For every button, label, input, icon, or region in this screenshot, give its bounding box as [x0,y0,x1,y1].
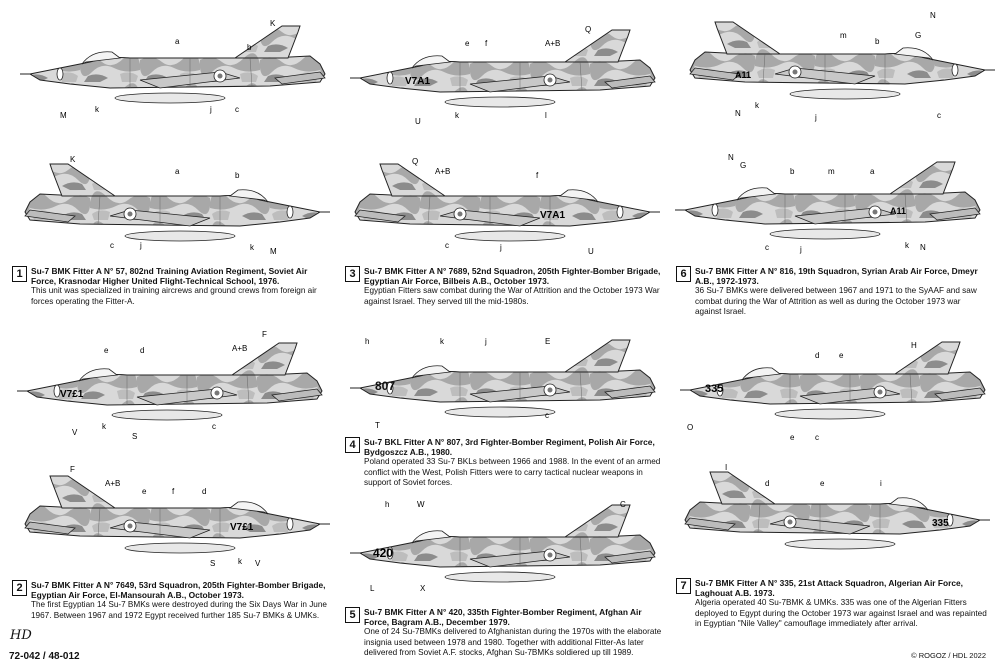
svg-text:d: d [815,351,820,360]
svg-text:j: j [485,337,487,346]
svg-text:k: k [905,241,909,250]
svg-text:b: b [235,171,240,180]
svg-text:k: k [440,337,444,346]
svg-text:c: c [765,243,769,252]
svg-text:V7A1: V7A1 [405,76,431,87]
svg-text:h: h [365,337,370,346]
svg-text:O: O [687,423,694,432]
caption-1 [12,266,330,307]
caption-3 [345,266,663,307]
svg-text:h: h [385,500,390,509]
svg-text:c: c [937,111,941,120]
svg-text:j: j [210,105,212,114]
caption-2 [12,580,330,621]
svg-text:c: c [545,411,549,420]
svg-text:V7A1: V7A1 [540,210,566,221]
svg-text:i: i [880,479,882,488]
svg-text:A11: A11 [890,206,907,216]
caption-body: The first Egyptian 14 Su-7 BMKs were destroyed during the Six Days War in June 1967. Between 1967 and 1972 Egypt received further 185 Su-7 BMKs & UMKs. [31,600,327,620]
caption-7 [676,578,988,629]
svg-text:N: N [728,153,734,162]
svg-text:H: H [911,341,917,350]
caption-5 [345,607,663,658]
svg-text:e: e [839,351,844,360]
svg-text:j: j [500,243,502,252]
svg-text:T: T [375,421,380,430]
caption-number: 1 [12,266,27,282]
svg-text:m: m [840,31,847,40]
aircraft-profile-1-right [10,152,330,262]
svg-text:G: G [740,161,747,170]
caption-body: 36 Su-7 BMKs were delivered between 1967 and 1971 to the SyAAF and saw combat during the War of Attrition as well as during the October 1973 war against Israel. [695,286,977,316]
aircraft-profile-5-left [345,495,665,595]
aircraft-profile-2-left [12,325,332,440]
aircraft-profile-4-left [345,328,665,433]
svg-text:U: U [588,247,594,256]
svg-text:a: a [175,167,180,176]
svg-text:j: j [140,241,142,250]
svg-text:k: k [250,243,254,252]
svg-text:E: E [545,337,551,346]
caption-heading: Su-7 BKL Fitter A N° 807, 3rd Fighter-Bomber Regiment, Polish Air Force, Bydgoszcz A.B., 1980. [364,437,655,458]
caption-heading: Su-7 BMK Fitter A N° 7689, 52nd Squadron, 205th Fighter-Bomber Brigade, Egyptian Air Force, Bilbeis A.B., October 1973. [364,266,661,287]
svg-text:j: j [815,113,817,122]
svg-text:m: m [828,167,835,176]
caption-number: 5 [345,607,360,623]
aircraft-profile-3-left [345,18,665,128]
svg-text:V7£1: V7£1 [230,522,254,533]
aircraft-profile-7-left [675,330,995,445]
svg-text:A+B: A+B [232,344,248,353]
aircraft-profile-1-left [15,12,335,122]
sheet-code: 72-042 / 48-012 [9,651,80,662]
svg-text:420: 420 [373,546,394,560]
svg-text:335: 335 [705,383,724,395]
svg-text:S: S [132,432,138,440]
svg-text:335: 335 [932,518,949,529]
aircraft-profile-3-right [340,152,660,262]
caption-body: Poland operated 33 Su-7 BKLs between 1966 and 1988. In the event of an armed conflict with the West, Polish Fitters were to carry tactical nuclear weapons in support of Soviet forces. [364,457,661,487]
svg-text:L: L [370,584,375,593]
svg-text:e: e [790,433,795,442]
svg-text:b: b [875,37,880,46]
caption-number: 2 [12,580,27,596]
caption-body: Algeria operated 40 Su-7BMK & UMKs. 335 was one of the Algerian Fitters deployed to Egypt during the October 1973 war against Israel and was repainted in Egyptian "Nile Valley" camouflage immediately after arrival. [695,598,987,628]
svg-text:V: V [255,559,261,568]
svg-text:c: c [110,241,114,250]
caption-body: Egyptian Fitters saw combat during the War of Attrition and the October 1973 War against Israel. They served till the mid-1980s. [364,286,660,306]
caption-number: 3 [345,266,360,282]
svg-text:l: l [545,111,547,120]
svg-text:Q: Q [585,25,592,34]
publisher-logo: HD [10,628,32,643]
svg-text:A11: A11 [735,70,752,80]
svg-text:d: d [765,479,770,488]
svg-text:e: e [142,487,147,496]
caption-body: This unit was specialized in training aircrews and ground crews from foreign air forces operating the Fitter-A. [31,286,317,306]
svg-text:V: V [72,428,78,437]
svg-text:j: j [800,245,802,254]
svg-text:807: 807 [375,379,396,393]
svg-text:k: k [455,111,459,120]
svg-text:d: d [140,346,145,355]
copyright-text: © ROGOZ / HDL 2022 [911,651,986,660]
svg-text:c: c [235,105,239,114]
svg-text:U: U [415,117,421,126]
caption-heading: Su-7 BMK Fitter A N° 420, 335th Fighter-Bomber Regiment, Afghan Air Force, Bagram A.B., December 1979. [364,607,642,628]
svg-text:C: C [620,500,626,509]
svg-text:c: c [445,241,449,250]
svg-text:c: c [815,433,819,442]
svg-text:M: M [270,247,277,256]
svg-text:b: b [790,167,795,176]
svg-text:b: b [247,43,252,52]
aircraft-profile-6-left [675,8,995,128]
svg-text:A+B: A+B [105,479,121,488]
svg-text:F: F [70,465,75,474]
svg-text:G: G [915,31,922,40]
svg-text:M: M [60,111,67,120]
svg-text:a: a [175,37,180,46]
aircraft-profile-2-right [10,460,330,575]
caption-number: 7 [676,578,691,594]
svg-text:A+B: A+B [545,39,561,48]
caption-number: 4 [345,437,360,453]
svg-text:S: S [210,559,216,568]
caption-body: One of 24 Su-7BMKs delivered to Afghanistan during the 1970s with the elaborate insignia used between 1978 and 1980. Together with additional Fitter-As later delivered from Soviet A.F. stocks, Afghan Su-7BMKs soldiered up till 1989. [364,627,662,657]
svg-text:f: f [172,487,175,496]
svg-text:k: k [238,557,242,566]
svg-text:Q: Q [412,157,419,166]
caption-heading: Su-7 BMK Fitter A N° 57, 802nd Training Aviation Regiment, Soviet Air Force, Krasnodar Higher United Flight-Technical School, 1976. [31,266,308,287]
caption-heading: Su-7 BMK Fitter A N° 335, 21st Attack Squadron, Algerian Air Force, Laghouat A.B. 1973. [695,578,963,599]
svg-text:F: F [262,330,267,339]
caption-4 [345,437,663,488]
svg-text:k: k [755,101,759,110]
caption-number: 6 [676,266,691,282]
svg-text:k: k [95,105,99,114]
svg-text:c: c [212,422,216,431]
svg-text:X: X [420,584,426,593]
svg-text:f: f [536,171,539,180]
svg-text:V7£1: V7£1 [60,389,84,400]
aircraft-profile-7-right [670,460,990,570]
svg-text:K: K [270,19,276,28]
svg-text:e: e [104,346,109,355]
caption-heading: Su-7 BMK Fitter A N° 816, 19th Squadron, Syrian Arab Air Force, Dmeyr A.B., 1972-1973. [695,266,978,287]
caption-heading: Su-7 BMK Fitter A N° 7649, 53rd Squadron, 205th Fighter-Bomber Brigade, Egyptian Air Force, El-Mansourah A.B., October 1973. [31,580,326,601]
svg-text:f: f [485,39,488,48]
svg-text:I: I [725,463,728,472]
svg-text:N: N [735,109,741,118]
svg-text:e: e [820,479,825,488]
caption-6 [676,266,988,317]
svg-text:d: d [202,487,207,496]
svg-text:N: N [930,11,936,20]
svg-text:K: K [70,155,76,164]
svg-text:W: W [417,500,425,509]
svg-text:N: N [920,243,926,252]
svg-text:e: e [465,39,470,48]
svg-text:k: k [102,422,106,431]
svg-text:a: a [870,167,875,176]
aircraft-profile-6-right [670,150,990,260]
svg-text:A+B: A+B [435,167,451,176]
